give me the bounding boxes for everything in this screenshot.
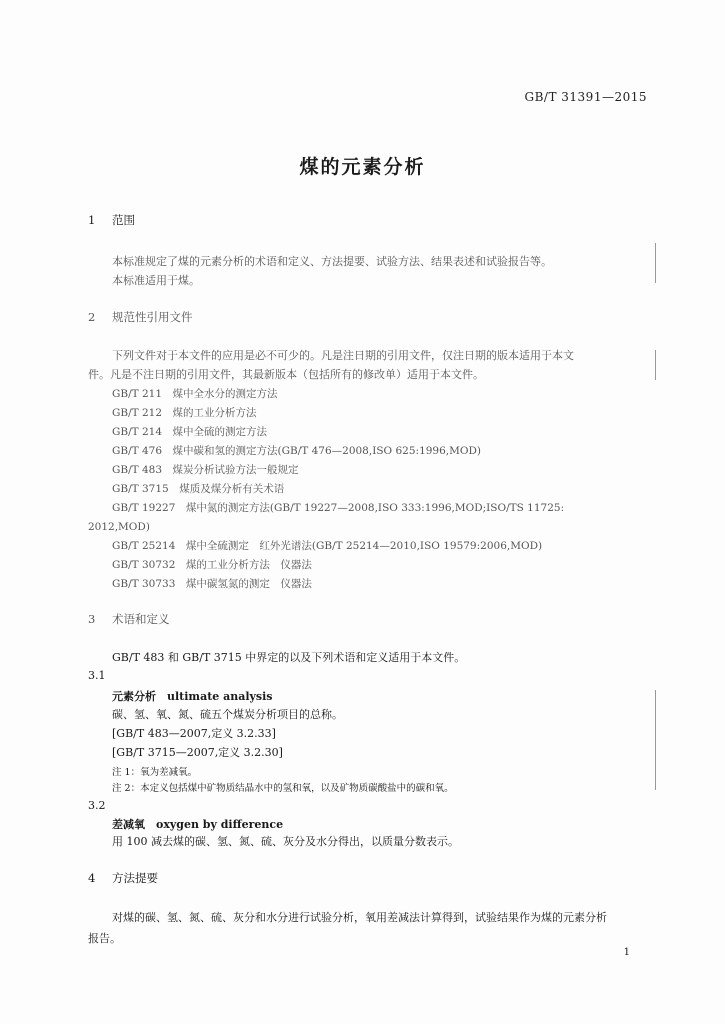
- term-3-1-note-1: 注 1：氧为差减氧。: [112, 767, 198, 778]
- standard-code: GB/T 31391—2015: [524, 90, 647, 104]
- scan-margin-line: [655, 690, 656, 790]
- reference-item: GB/T 211 煤中全水分的测定方法: [112, 388, 278, 400]
- scan-margin-line: [655, 350, 656, 380]
- term-3-1-ref-2: [GB/T 3715—2007,定义 3.2.30]: [112, 746, 283, 759]
- section-title: 规范性引用文件: [112, 310, 193, 324]
- term-3-1-note-2: 注 2：本定义包括煤中矿物质结晶水中的氢和氧，以及矿物质碳酸盐中的碳和氧。: [112, 783, 454, 794]
- reference-item: GB/T 212 煤的工业分析方法: [112, 407, 257, 419]
- section-2-intro-1: 下列文件对于本文件的应用是必不可少的。凡是注日期的引用文件，仅注日期的版本适用于本文: [112, 349, 574, 362]
- section-2-heading: [88, 309, 193, 325]
- reference-item: GB/T 25214 煤中全硫测定 红外光谱法(GB/T 25214—2010,ISO 19579:2006,MOD): [112, 540, 543, 552]
- section-1-heading: [88, 212, 135, 228]
- reference-item: GB/T 19227 煤中氮的测定方法(GB/T 19227—2008,ISO 333:1996,MOD;ISO/TS 11725:: [112, 502, 565, 514]
- page-number: 1: [623, 947, 630, 958]
- term-3-1-ref-1: [GB/T 483—2007,定义 3.2.33]: [112, 727, 276, 740]
- reference-item: GB/T 476 煤中碳和氢的测定方法(GB/T 476—2008,ISO 625:1996,MOD): [112, 445, 482, 457]
- section-3-intro: GB/T 483 和 GB/T 3715 中界定的以及下列术语和定义适用于本文件。: [112, 651, 466, 664]
- reference-item: GB/T 30732 煤的工业分析方法 仪器法: [112, 559, 312, 571]
- section-4-para-1: 对煤的碳、氢、氮、硫、灰分和水分进行试验分析，氧用差减法计算得到，试验结果作为煤的元素分析: [112, 911, 607, 924]
- term-3-1-name: 元素分析 ultimate analysis: [112, 690, 273, 703]
- section-4-para-2: 报告。: [88, 932, 121, 945]
- scan-margin-line: [655, 243, 656, 283]
- section-number: 3: [88, 612, 96, 626]
- reference-item: GB/T 30733 煤中碳氢氮的测定 仪器法: [112, 578, 312, 590]
- term-3-1-definition: 碳、氢、氧、氮、硫五个煤炭分析项目的总称。: [112, 708, 343, 721]
- section-number: 4: [88, 871, 96, 885]
- section-1-para-1: 本标准规定了煤的元素分析的术语和定义、方法提要、试验方法、结果表述和试验报告等。: [112, 255, 552, 268]
- reference-item: GB/T 214 煤中全硫的测定方法: [112, 426, 268, 438]
- reference-item: GB/T 483 煤炭分析试验方法一般规定: [112, 464, 299, 476]
- document-title: 煤的元素分析: [299, 156, 426, 178]
- reference-item: GB/T 3715 煤质及煤分析有关术语: [112, 483, 285, 495]
- section-title: 范围: [112, 213, 135, 227]
- term-3-1-number: 3.1: [88, 669, 106, 682]
- term-3-2-definition: 用 100 减去煤的碳、氢、氮、硫、灰分及水分得出，以质量分数表示。: [112, 835, 459, 848]
- section-title: 方法提要: [112, 871, 158, 885]
- section-3-heading: [88, 611, 170, 627]
- term-3-2-name: 差减氧 oxygen by difference: [112, 818, 284, 831]
- section-4-heading: [88, 870, 158, 886]
- section-title: 术语和定义: [112, 612, 170, 626]
- reference-item-continuation: 2012,MOD): [88, 521, 150, 533]
- section-number: 2: [88, 310, 96, 324]
- section-number: 1: [88, 213, 96, 227]
- section-1-para-2: 本标准适用于煤。: [112, 274, 200, 287]
- term-3-2-number: 3.2: [88, 799, 106, 812]
- section-2-intro-2: 件。凡是不注日期的引用文件，其最新版本（包括所有的修改单）适用于本文件。: [88, 368, 484, 381]
